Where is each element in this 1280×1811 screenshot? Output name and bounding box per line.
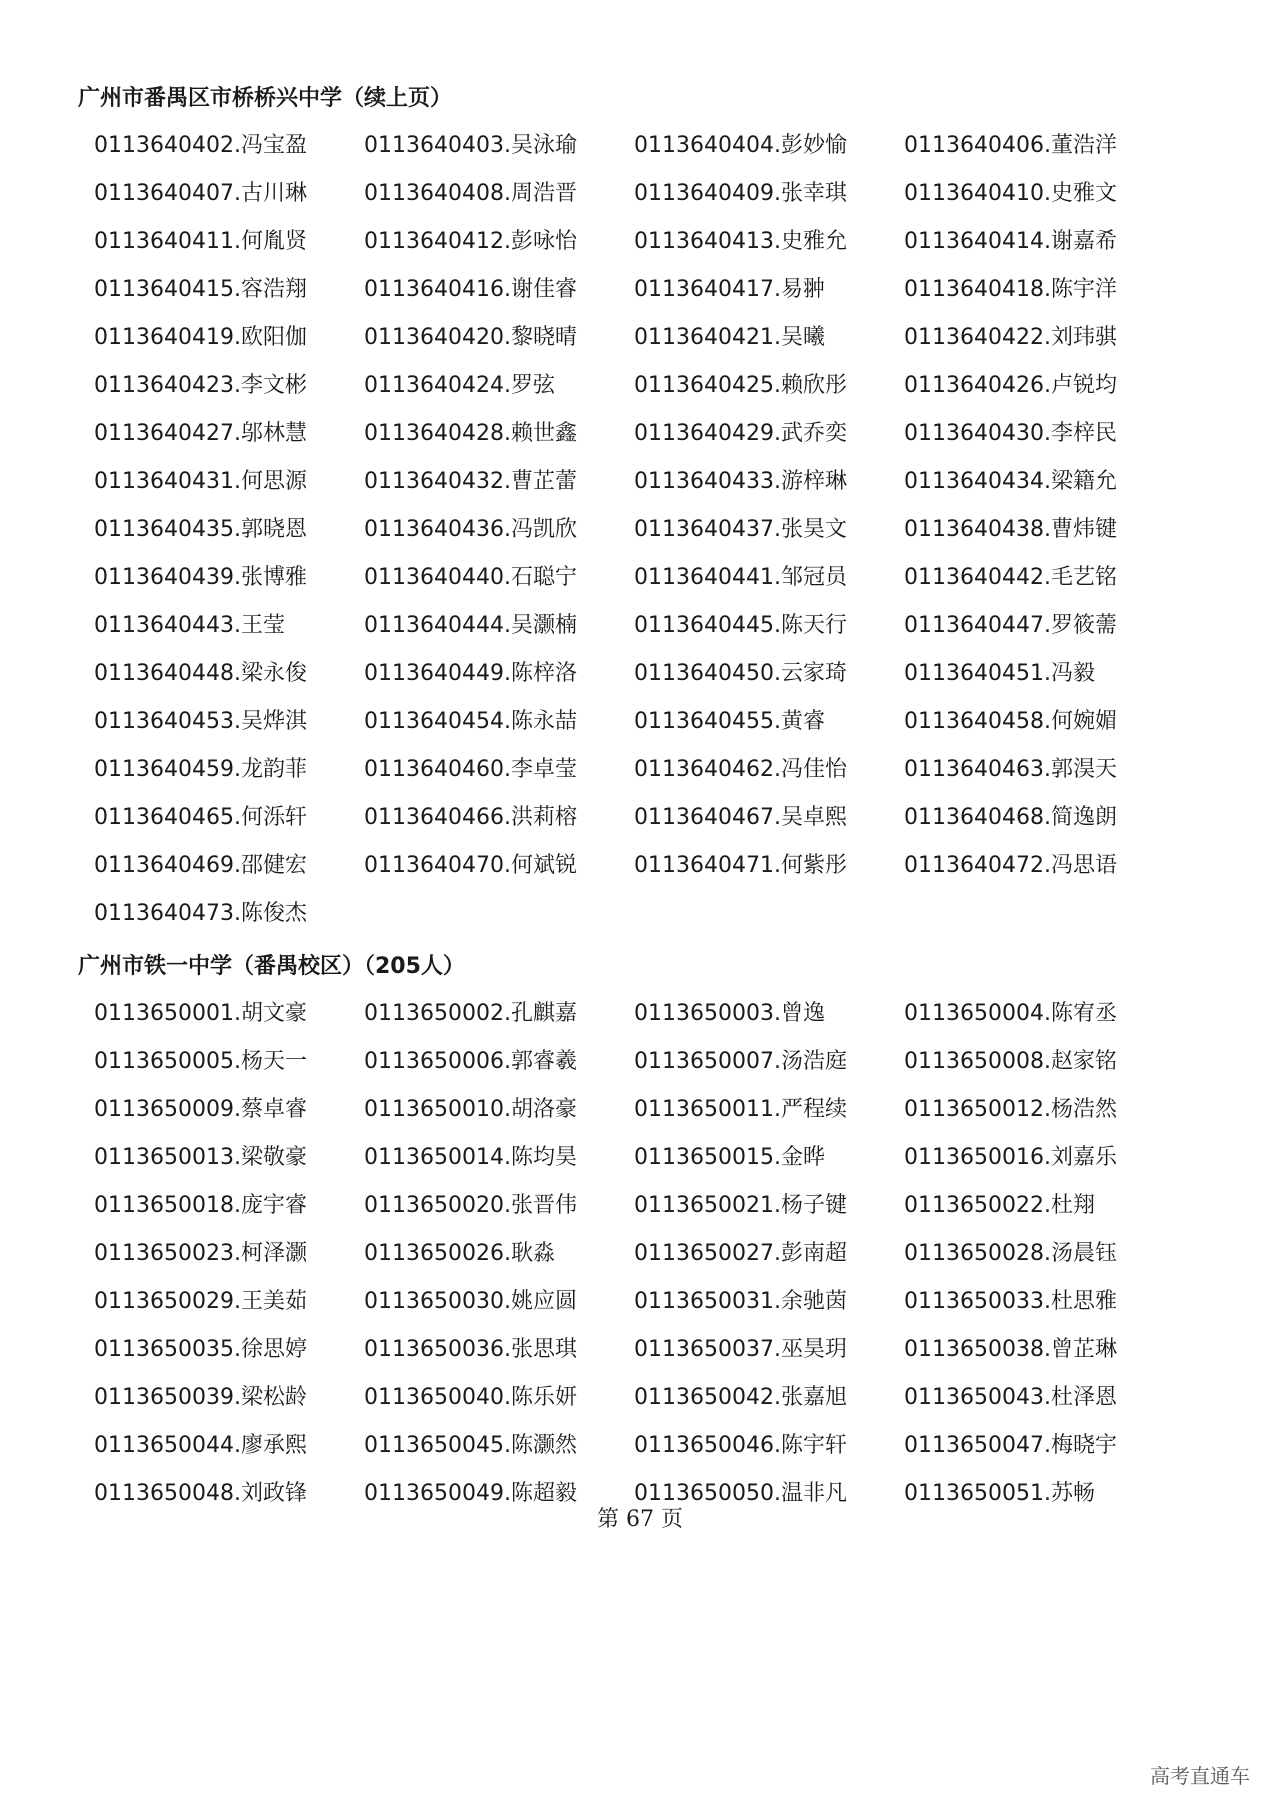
student-entry: 0113640438.曹炜键 [904, 517, 1117, 542]
student-entry: 0113650027.彭南超 [634, 1241, 847, 1266]
student-entry: 0113640435.郭晓恩 [94, 517, 307, 542]
student-entry: 0113640454.陈永喆 [364, 709, 577, 734]
student-entry: 0113640428.赖世鑫 [364, 421, 577, 446]
student-entry: 0113650048.刘政锋 [94, 1481, 307, 1506]
student-entry: 0113650042.张嘉旭 [634, 1385, 847, 1410]
watermark-text: 高考直通车 [1150, 1764, 1250, 1788]
student-entry: 0113650038.曾芷琳 [904, 1337, 1117, 1362]
student-entry: 0113650035.徐思婷 [94, 1337, 307, 1362]
student-entry: 0113640470.何斌锐 [364, 853, 577, 878]
student-entry: 0113640450.云家琦 [634, 661, 847, 686]
student-entry: 0113650013.梁敬豪 [94, 1145, 307, 1170]
student-entry: 0113640449.陈梓洛 [364, 661, 577, 686]
student-entry: 0113640416.谢佳睿 [364, 277, 577, 302]
student-entry: 0113640431.何思源 [94, 469, 307, 494]
student-entry: 0113640413.史雅允 [634, 229, 847, 254]
student-entry: 0113640473.陈俊杰 [94, 901, 307, 926]
student-entry: 0113640406.董浩洋 [904, 133, 1117, 158]
student-entry: 0113640441.邹冠员 [634, 565, 847, 590]
student-entry: 0113640412.彭咏怡 [364, 229, 577, 254]
student-entry: 0113640409.张幸琪 [634, 181, 847, 206]
student-entry: 0113650049.陈超毅 [364, 1481, 577, 1506]
school-section-tieyi [78, 950, 1208, 1518]
student-entry: 0113650010.胡洛豪 [364, 1097, 577, 1122]
student-entry: 0113640463.郭淏天 [904, 757, 1117, 782]
student-entry: 0113650015.金晔 [634, 1145, 825, 1170]
student-entry: 0113640430.李梓民 [904, 421, 1117, 446]
student-entry: 0113640460.李卓莹 [364, 757, 577, 782]
student-entry: 0113640440.石聪宁 [364, 565, 577, 590]
student-entry: 0113640408.周浩晋 [364, 181, 577, 206]
student-entry: 0113650012.杨浩然 [904, 1097, 1117, 1122]
student-entry: 0113640445.陈天行 [634, 613, 847, 638]
student-entry: 0113640407.古川琳 [94, 181, 307, 206]
student-entry: 0113650051.苏畅 [904, 1481, 1095, 1506]
student-entry: 0113640419.欧阳伽 [94, 325, 307, 350]
student-entry: 0113650011.严程续 [634, 1097, 847, 1122]
student-entry: 0113650022.杜翔 [904, 1193, 1095, 1218]
student-entry: 0113640444.吴灏楠 [364, 613, 577, 638]
student-entry: 0113650004.陈宥丞 [904, 1001, 1117, 1026]
student-entry: 0113650001.胡文豪 [94, 1001, 307, 1026]
student-entry: 0113650005.杨天一 [94, 1049, 307, 1074]
student-entry: 0113640437.张昊文 [634, 517, 847, 542]
student-entry: 0113640447.罗筱薷 [904, 613, 1117, 638]
student-entry: 0113640424.罗弦 [364, 373, 555, 398]
student-entry: 0113650037.巫昊玥 [634, 1337, 847, 1362]
student-entry: 0113650026.耿淼 [364, 1241, 555, 1266]
student-entry: 0113640443.王莹 [94, 613, 285, 638]
student-entry: 0113640423.李文彬 [94, 373, 307, 398]
student-entry: 0113640448.梁永俊 [94, 661, 307, 686]
student-entry: 0113650028.汤晨钰 [904, 1241, 1117, 1266]
student-entry: 0113640467.吴卓熙 [634, 805, 847, 830]
student-entry: 0113640433.游梓琳 [634, 469, 847, 494]
student-entry: 0113640426.卢锐均 [904, 373, 1117, 398]
student-entry: 0113650044.廖承熙 [94, 1433, 307, 1458]
student-entry: 0113650046.陈宇轩 [634, 1433, 847, 1458]
student-entry: 0113640417.易翀 [634, 277, 825, 302]
page-number: 第 67 页 [597, 1507, 683, 1532]
student-entry: 0113640455.黄睿 [634, 709, 825, 734]
student-entry: 0113640469.邵健宏 [94, 853, 307, 878]
student-entry: 0113640420.黎晓晴 [364, 325, 577, 350]
student-entry: 0113650016.刘嘉乐 [904, 1145, 1117, 1170]
student-entry: 0113640414.谢嘉希 [904, 229, 1117, 254]
student-entry: 0113650039.梁松龄 [94, 1385, 307, 1410]
student-list [78, 990, 1208, 1518]
student-entry: 0113640465.何泺轩 [94, 805, 307, 830]
student-entry: 0113650008.赵家铭 [904, 1049, 1117, 1074]
student-entry: 0113640462.冯佳怡 [634, 757, 847, 782]
student-entry: 0113650033.杜思雅 [904, 1289, 1117, 1314]
student-entry: 0113650036.张思琪 [364, 1337, 577, 1362]
student-entry: 0113640459.龙韵菲 [94, 757, 307, 782]
student-entry: 0113640451.冯毅 [904, 661, 1095, 686]
student-entry: 0113650047.梅晓宇 [904, 1433, 1117, 1458]
student-entry: 0113640427.邬林慧 [94, 421, 307, 446]
student-entry: 0113640442.毛艺铭 [904, 565, 1117, 590]
student-entry: 0113640453.吴烨淇 [94, 709, 307, 734]
student-entry: 0113640425.赖欣彤 [634, 373, 847, 398]
student-entry: 0113640415.容浩翔 [94, 277, 307, 302]
student-entry: 0113650030.姚应圆 [364, 1289, 577, 1314]
student-entry: 0113640404.彭妙愉 [634, 133, 847, 158]
student-entry: 0113650050.温非凡 [634, 1481, 847, 1506]
section-title: 广州市铁一中学（番禺校区）（205人） [78, 954, 465, 979]
student-entry: 0113640422.刘玮骐 [904, 325, 1117, 350]
student-entry: 0113640432.曹芷蕾 [364, 469, 577, 494]
student-entry: 0113640402.冯宝盈 [94, 133, 307, 158]
student-entry: 0113650021.杨子键 [634, 1193, 847, 1218]
student-entry: 0113640439.张博雅 [94, 565, 307, 590]
student-entry: 0113650020.张晋伟 [364, 1193, 577, 1218]
section-title: 广州市番禺区市桥桥兴中学（续上页） [78, 86, 453, 111]
student-entry: 0113650023.柯泽灏 [94, 1241, 307, 1266]
student-entry: 0113640468.简逸朗 [904, 805, 1117, 830]
student-entry: 0113650029.王美茹 [94, 1289, 307, 1314]
student-entry: 0113640429.武乔奕 [634, 421, 847, 446]
student-entry: 0113640458.何婉媚 [904, 709, 1117, 734]
student-entry: 0113650031.余驰茵 [634, 1289, 847, 1314]
student-entry: 0113640418.陈宇洋 [904, 277, 1117, 302]
student-entry: 0113640411.何胤贤 [94, 229, 307, 254]
school-section-qiaoxing [78, 82, 1208, 938]
student-list [78, 122, 1208, 938]
student-entry: 0113640466.洪莉榕 [364, 805, 577, 830]
student-entry: 0113650006.郭睿羲 [364, 1049, 577, 1074]
student-entry: 0113640436.冯凯欣 [364, 517, 577, 542]
student-entry: 0113650040.陈乐妍 [364, 1385, 577, 1410]
student-entry: 0113640421.吴曦 [634, 325, 825, 350]
student-entry: 0113650043.杜泽恩 [904, 1385, 1117, 1410]
student-entry: 0113650014.陈均昊 [364, 1145, 577, 1170]
student-entry: 0113640471.何紫彤 [634, 853, 847, 878]
student-entry: 0113650007.汤浩庭 [634, 1049, 847, 1074]
student-entry: 0113640410.史雅文 [904, 181, 1117, 206]
student-entry: 0113650009.蔡卓睿 [94, 1097, 307, 1122]
student-entry: 0113650018.庞宇睿 [94, 1193, 307, 1218]
student-entry: 0113640434.梁籍允 [904, 469, 1117, 494]
student-entry: 0113640403.吴泳瑜 [364, 133, 577, 158]
student-entry: 0113650045.陈灏然 [364, 1433, 577, 1458]
student-entry: 0113650002.孔麒嘉 [364, 1001, 577, 1026]
student-entry: 0113650003.曾逸 [634, 1001, 825, 1026]
student-entry: 0113640472.冯思语 [904, 853, 1117, 878]
